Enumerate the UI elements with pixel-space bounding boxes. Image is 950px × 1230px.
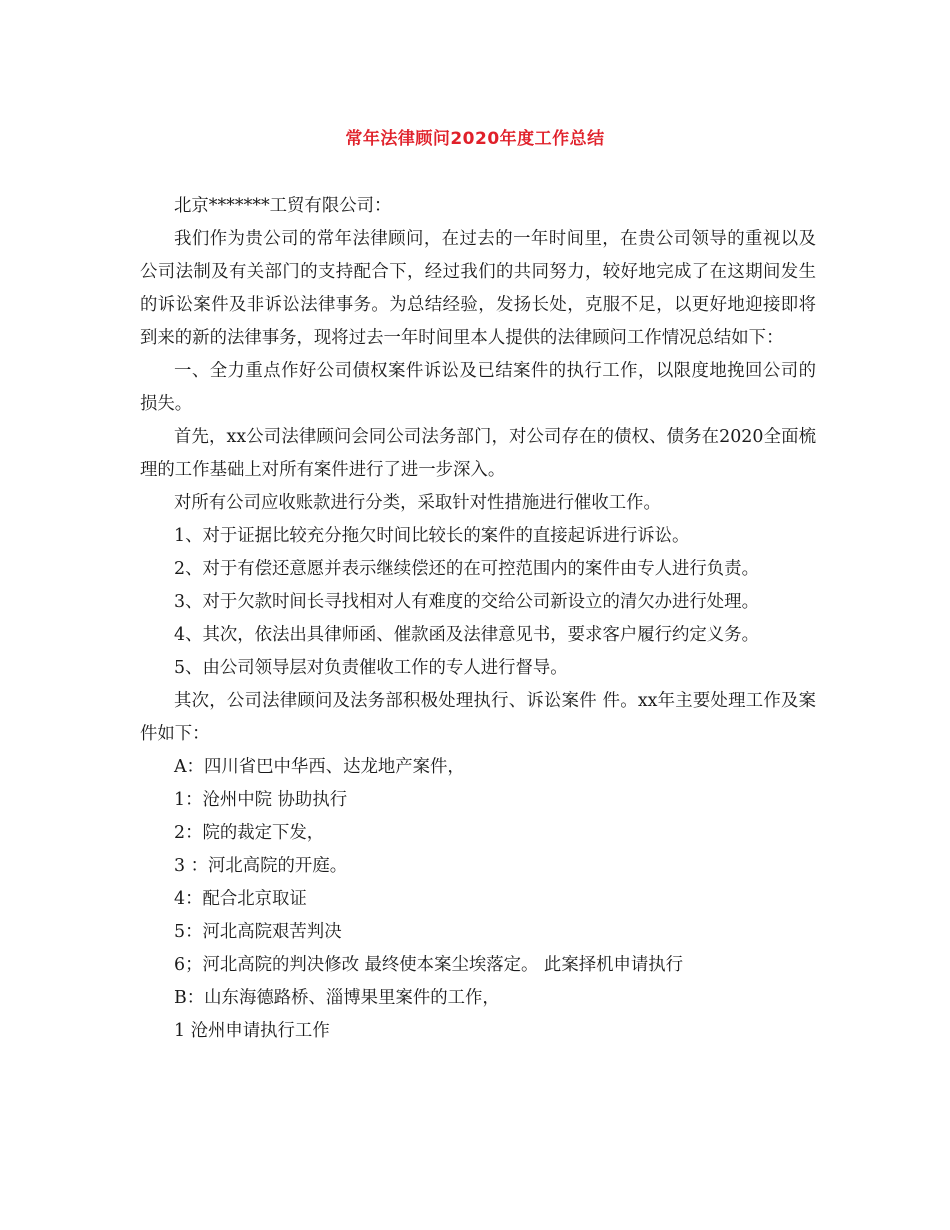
list-item: 5：河北高院艰苦判决	[174, 922, 342, 942]
list-item: 3、对于欠款时间长寻找相对人有难度的交给公司新设立的清欠办进行处理。	[174, 592, 759, 612]
list-item: 1 沧州申请执行工作	[174, 1021, 330, 1041]
list-item: 6；河北高院的判决修改 最终使本案尘埃落定。 此案择机申请执行	[174, 955, 684, 975]
case-heading: B：山东海德路桥、淄博果里案件的工作，	[174, 988, 500, 1008]
list-item: 4：配合北京取证	[174, 889, 307, 909]
salutation: 北京*******工贸有限公司：	[174, 196, 392, 216]
list-item: 3 ：河北高院的开庭。	[174, 856, 348, 876]
list-item: 2、对于有偿还意愿并表示继续偿还的在可控范围内的案件由专人进行负责。	[174, 559, 759, 579]
list-item: 1、对于证据比较充分拖欠时间比较长的案件的直接起诉进行诉讼。	[174, 526, 690, 546]
list-item: 5、由公司领导层对负责催收工作的专人进行督导。	[174, 658, 568, 678]
paragraph: 对所有公司应收账款进行分类，采取针对性措施进行催收工作。	[174, 493, 661, 513]
document-title: 常年法律顾问2020年度工作总结	[345, 129, 605, 149]
section-heading: 一、全力重点作好公司债权案件诉讼及已结案件的执行工作，以限度地挽回公司的损失。	[140, 361, 816, 414]
document-body	[140, 190, 816, 1048]
paragraph: 我们作为贵公司的常年法律顾问，在过去的一年时间里，在贵公司领导的重视以及公司法制及有关部门的支持配合下，经过我们的共同努力，较好地完成了在这期间发生的诉讼案件及非诉讼法律事务。为总结经验，发扬长处，克服不足，以更好地迎接即将到来的新的法律事务，现将过去一年时间里本人提供的法律顾问工作情况总结如下：	[140, 229, 816, 348]
list-item: 2：院的裁定下发，	[174, 823, 325, 843]
list-item: 4、其次，依法出具律师函、催款函及法律意见书，要求客户履行约定义务。	[174, 625, 759, 645]
case-heading: A：四川省巴中华西、达龙地产案件，	[174, 757, 465, 777]
paragraph: 首先，xx公司法律顾问会同公司法务部门，对公司存在的债权、债务在2020全面梳理的工作基础上对所有案件进行了进一步深入。	[140, 427, 816, 480]
paragraph: 其次，公司法律顾问及法务部积极处理执行、诉讼案件 件。xx年主要处理工作及案件如下：	[140, 691, 816, 744]
list-item: 1：沧州中院 协助执行	[174, 790, 348, 810]
